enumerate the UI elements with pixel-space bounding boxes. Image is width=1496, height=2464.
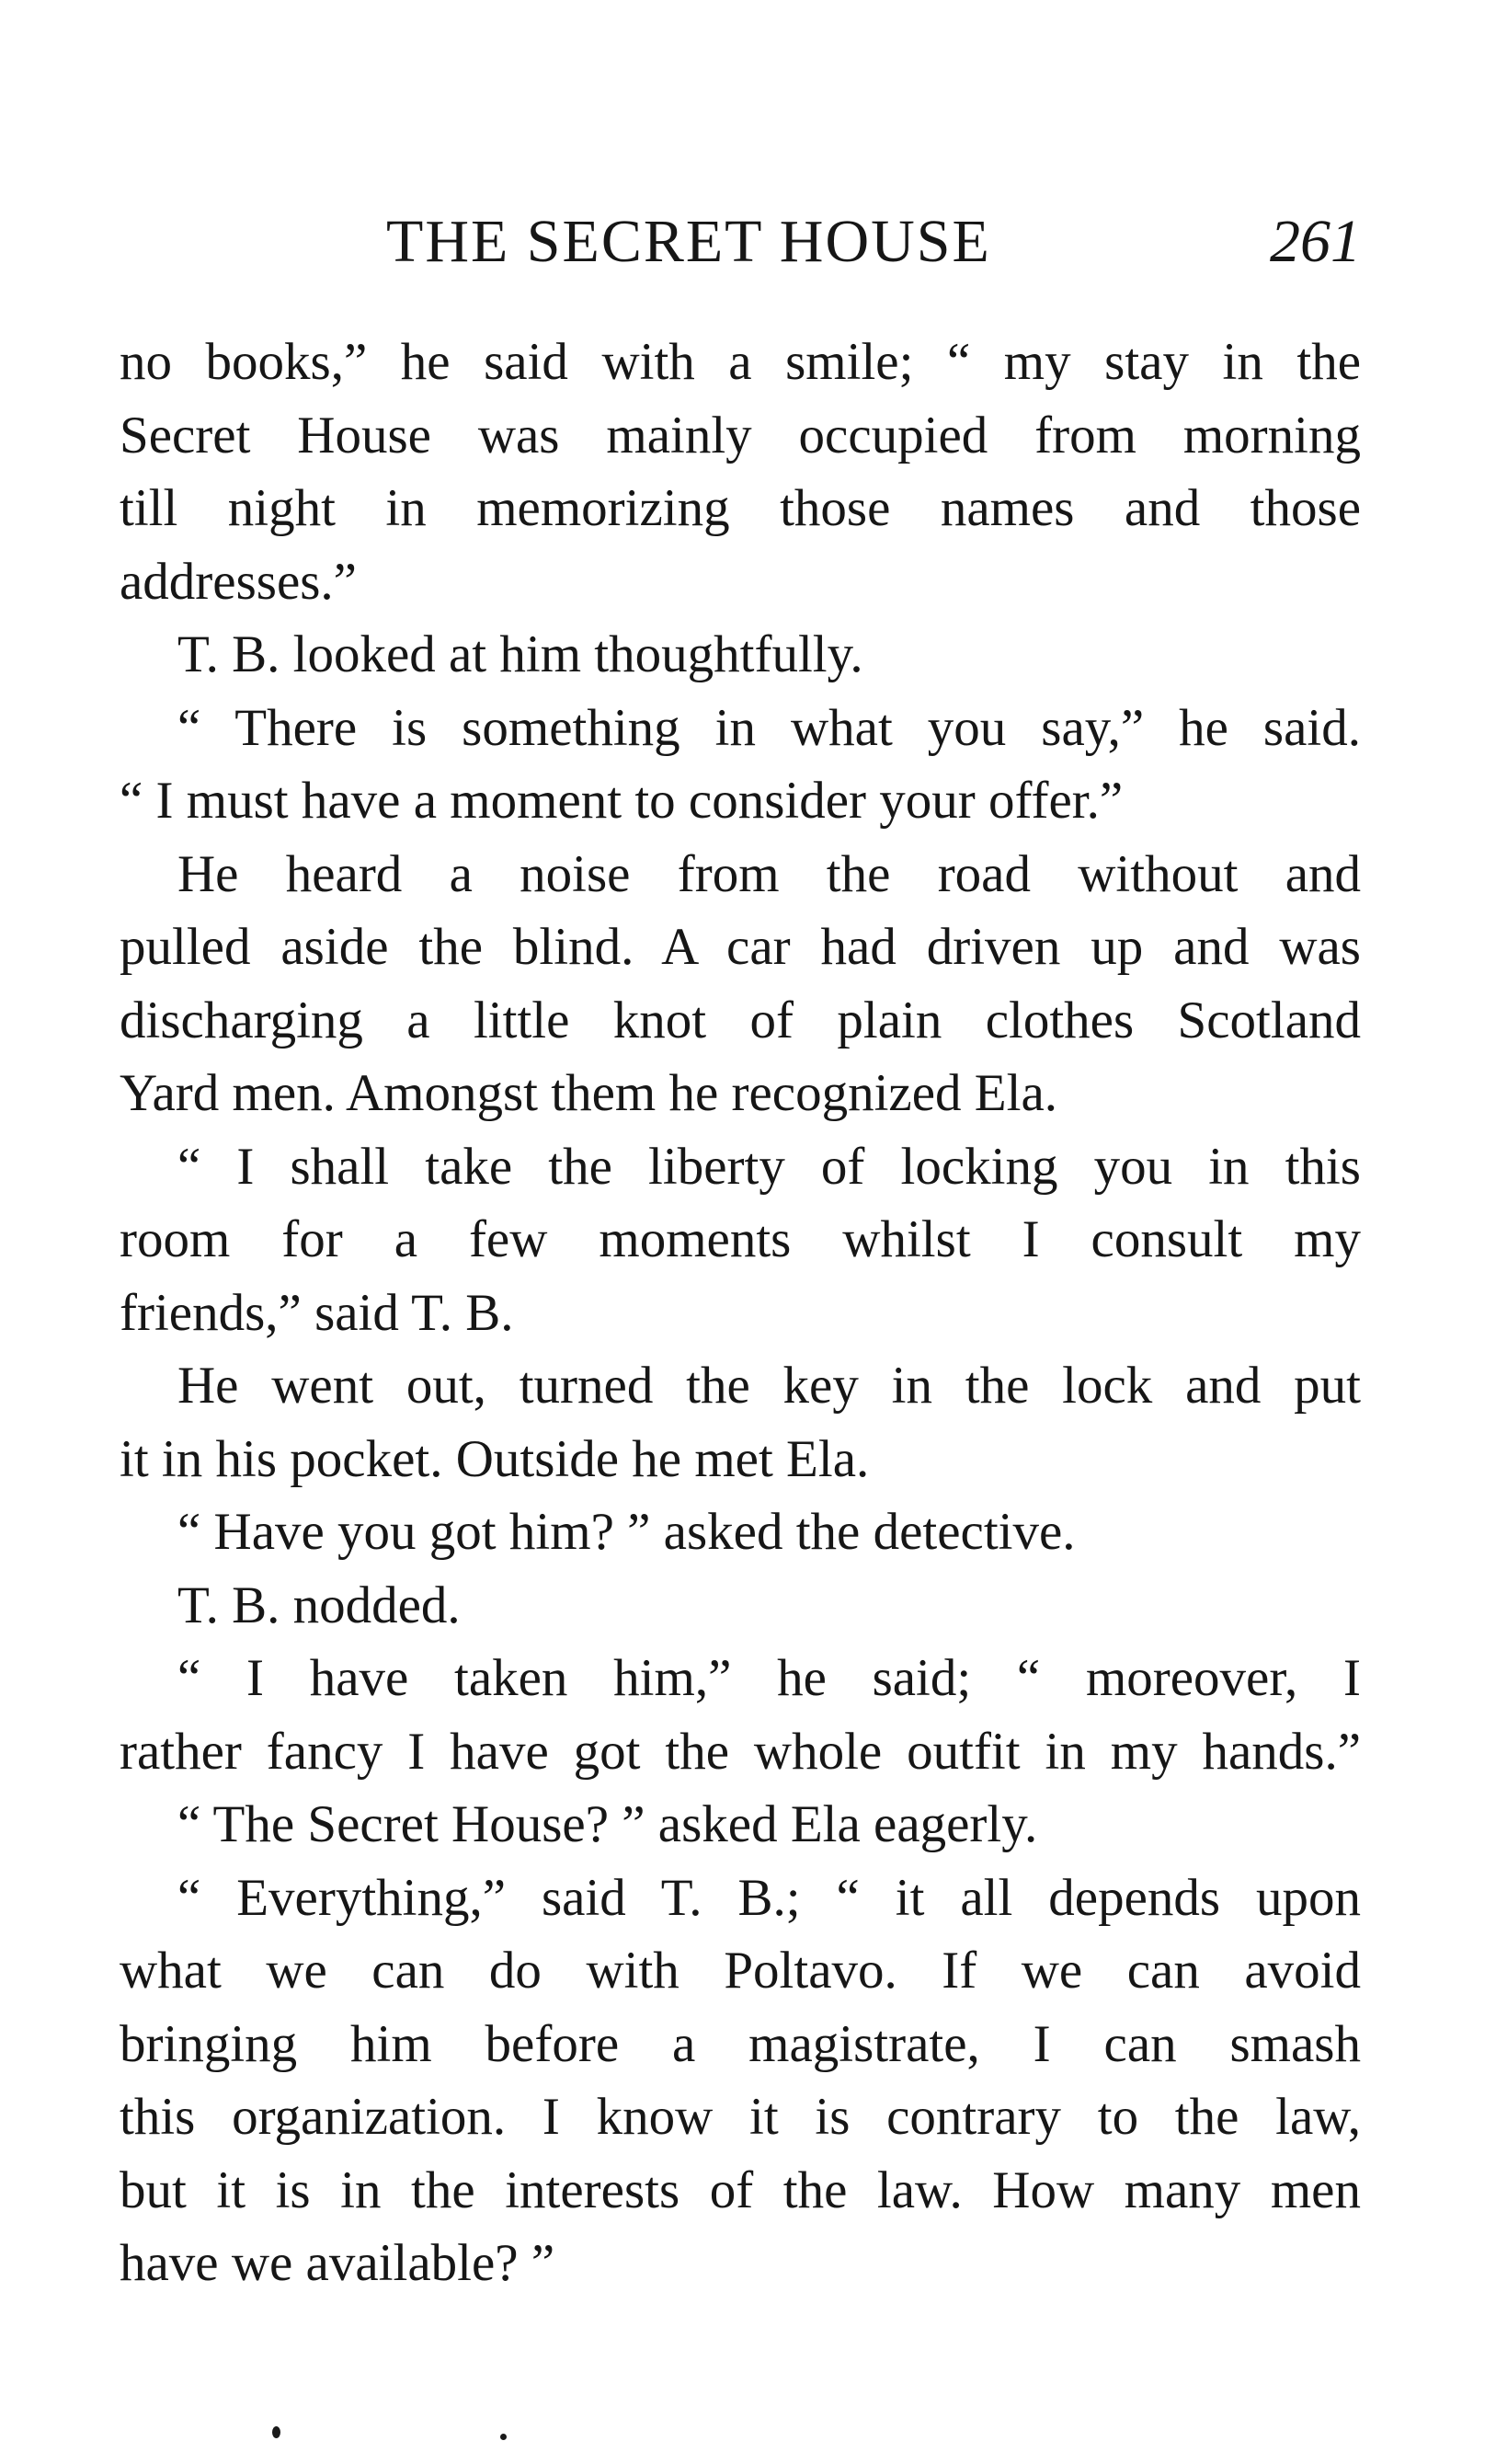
text-line: “ I must have a moment to consider your offer.” [120,772,1124,830]
text-line: this organization. I know it is contrary to the law, [120,2088,1361,2146]
text-line: till night in memorizing those names and those [120,479,1361,537]
text-line: T. B. nodded. [177,1576,461,1634]
ink-speck [272,2426,280,2438]
text-line: He went out, turned the key in the lock and put [177,1357,1361,1415]
text-line: pulled aside the blind. A car had driven up and was [120,918,1361,976]
text-line: have we available? ” [120,2234,555,2292]
text-line: Yard men. Amongst them he recognized Ela. [120,1064,1057,1122]
text-line: discharging a little knot of plain clothes Scotland [120,991,1361,1049]
text-line: rather fancy I have got the whole outfit in my hands.” [120,1722,1361,1781]
text-line: it in his pocket. Outside he met Ela. [120,1429,870,1488]
text-line: bringing him before a magistrate, I can smash [120,2014,1361,2073]
text-line: addresses.” [120,552,357,611]
running-header [120,201,1361,283]
text-line: “ Have you got him? ” asked the detective. [177,1503,1076,1561]
text-line: “ There is something in what you say,” he said. [177,698,1361,757]
text-line: “ I shall take the liberty of locking you in this [177,1137,1361,1196]
body-text [120,326,1361,2300]
text-line: no books,” he said with a smile; “ my stay in the [120,333,1361,391]
text-line: Secret House was mainly occupied from morning [120,406,1361,464]
text-line: what we can do with Poltavo. If we can avoid [120,1942,1361,2000]
ink-speck [500,2434,507,2440]
text-line: friends,” said T. B. [120,1283,514,1342]
text-line: He heard a noise from the road without and [177,844,1361,903]
running-title: THE SECRET HOUSE [386,208,991,275]
text-line: T. B. looked at him thoughtfully. [177,625,863,683]
page-number: 261 [1270,208,1361,275]
text-line: “ Everything,” said T. B.; “ it all depends upon [177,1868,1361,1927]
text-line: “ The Secret House? ” asked Ela eagerly. [177,1795,1038,1853]
text-line: but it is in the interests of the law. How many men [120,2160,1361,2219]
text-line: “ I have taken him,” he said; “ moreover, I [177,1649,1361,1707]
text-line: room for a few moments whilst I consult my [120,1210,1361,1268]
